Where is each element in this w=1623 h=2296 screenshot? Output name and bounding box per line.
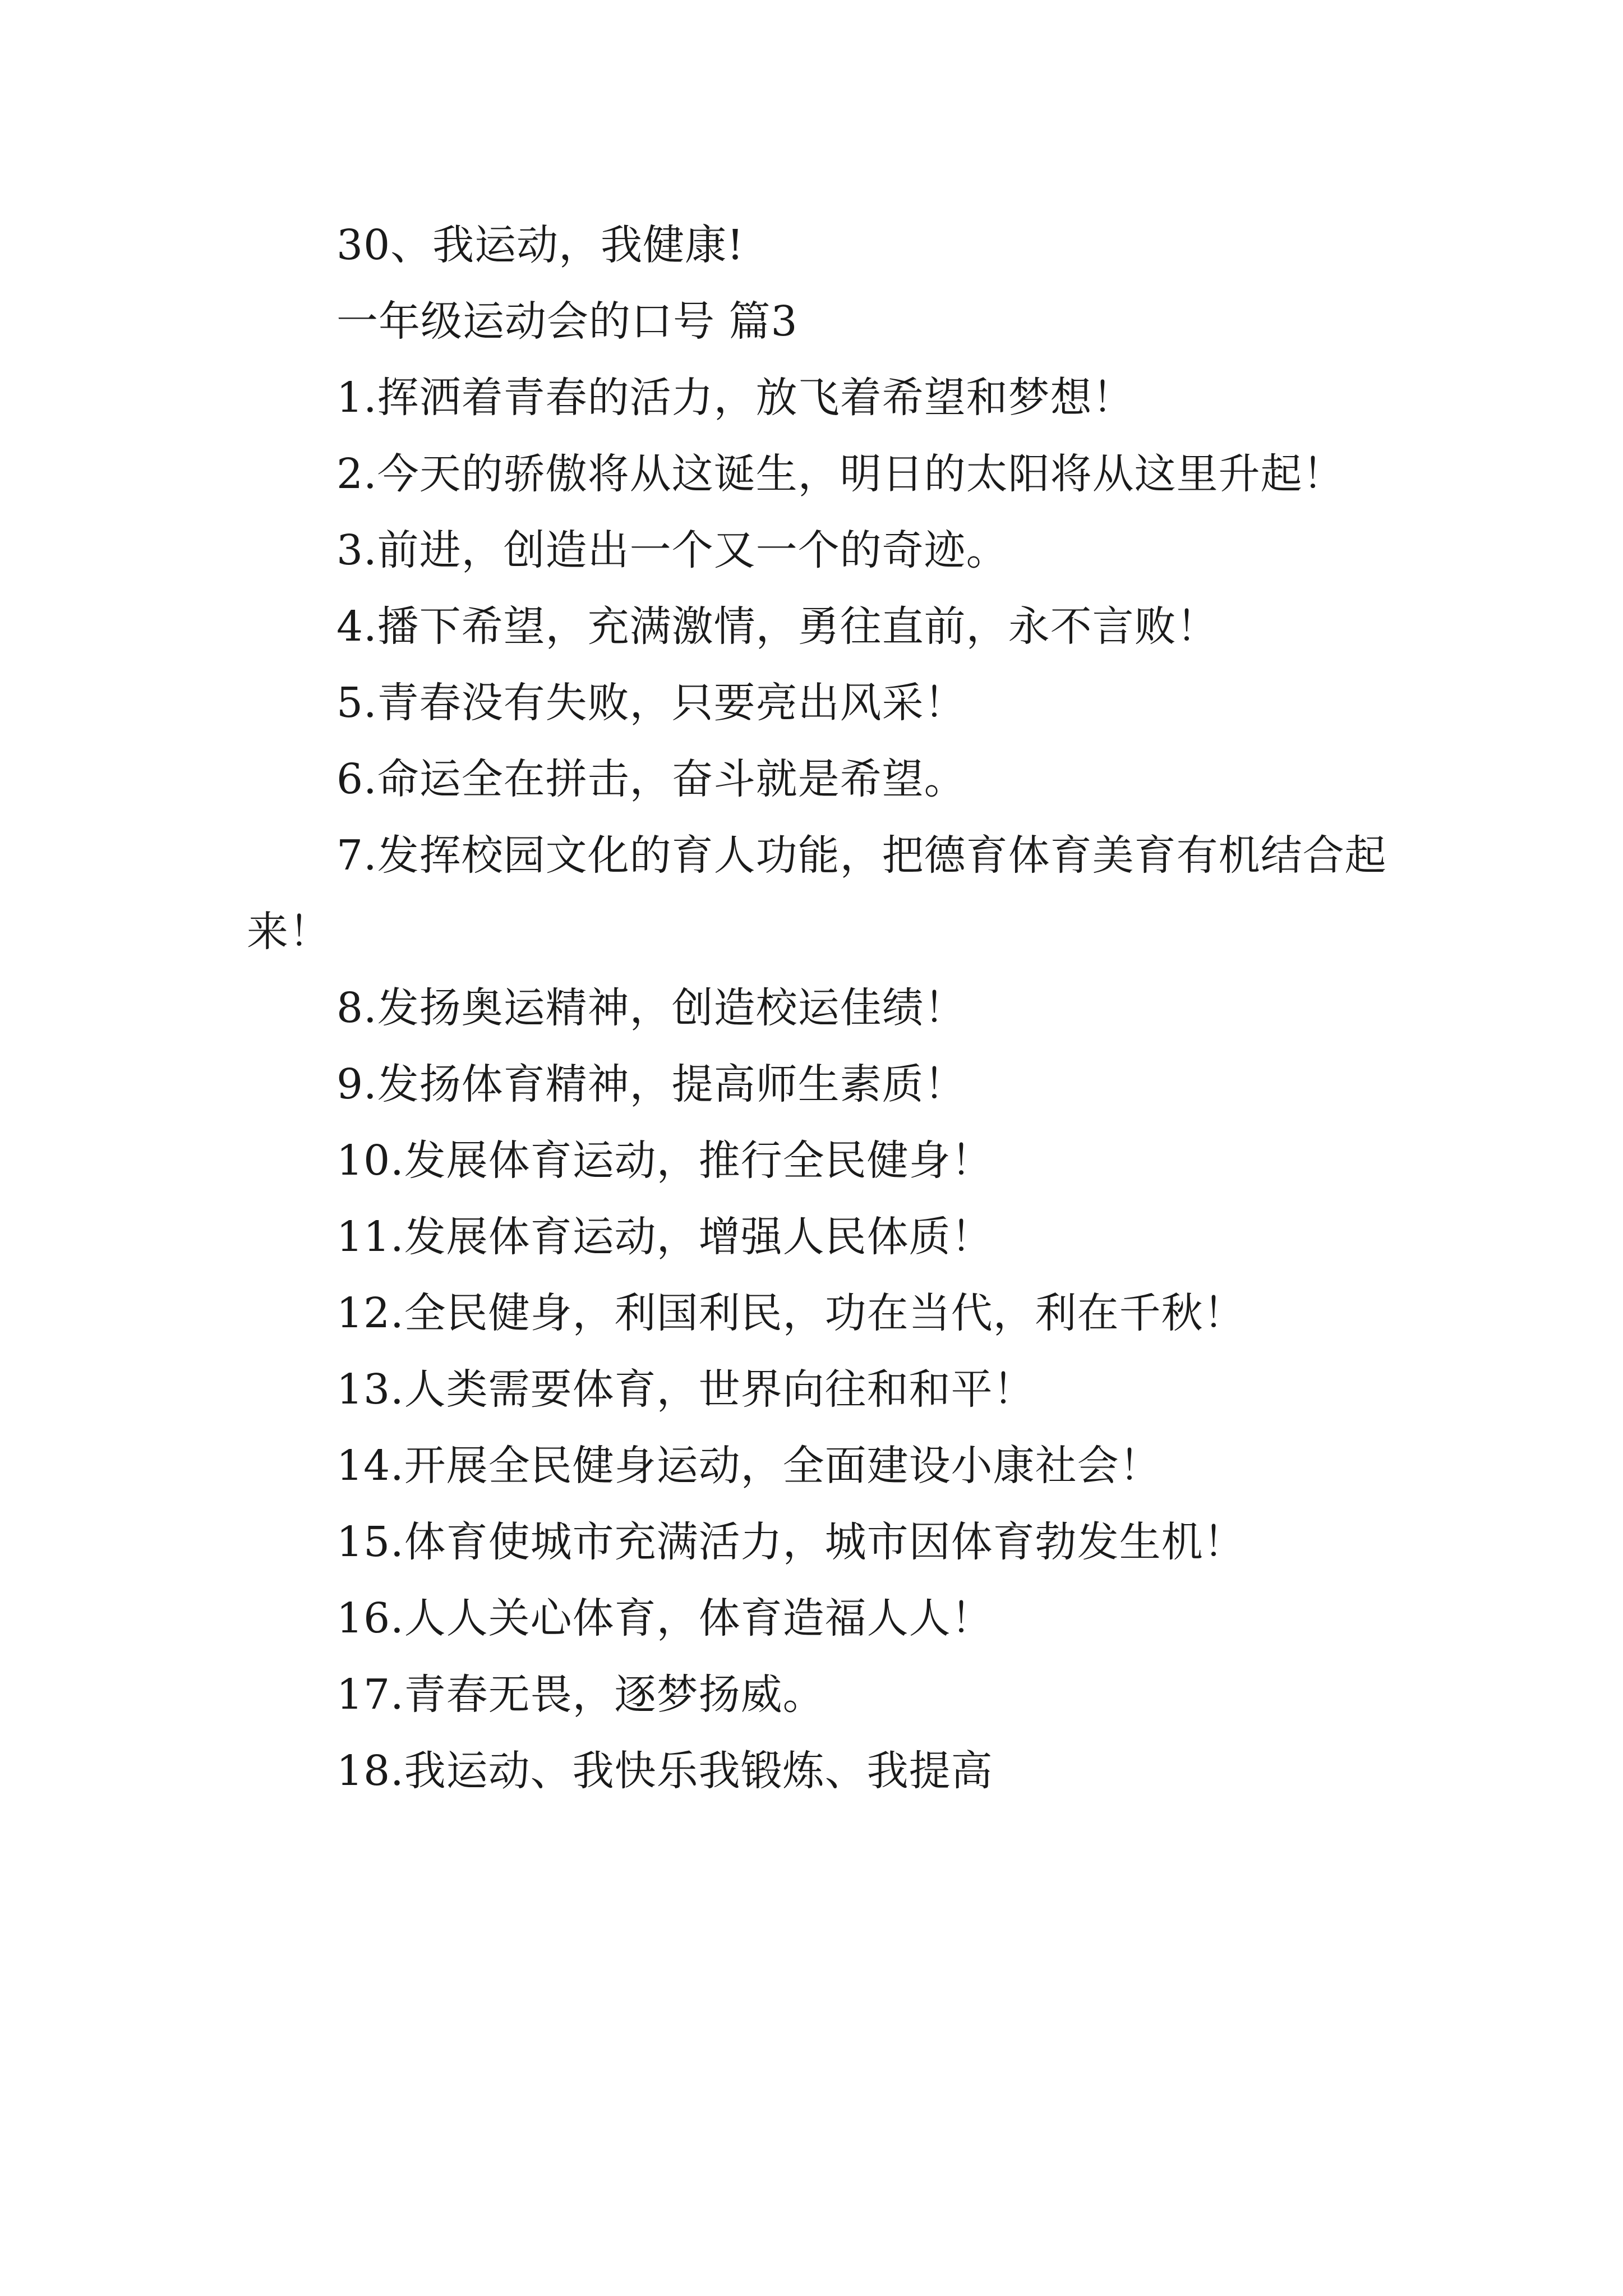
slogan-line: 18.我运动、我快乐我锻炼、我提高 (336, 1747, 993, 1795)
slogan-line-wrapped: 7.发挥校园文化的育人功能，把德育体育美育有机结合起来！ (247, 831, 1387, 956)
slogan-line: 15.体育使城市充满活力，城市因体育勃发生机！ (336, 1518, 1246, 1566)
slogan-line: 3.前进，创造出一个又一个的奇迹。 (336, 526, 1008, 574)
slogan-line: 4.播下希望，充满激情，勇往直前，永不言败！ (336, 602, 1219, 651)
section-heading: 一年级运动会的口号 篇3 (336, 297, 798, 346)
slogan-line: 13.人类需要体育，世界向往和和平！ (336, 1365, 1035, 1414)
slogan-line: 14.开展全民健身运动，全面建设小康社会！ (336, 1442, 1161, 1490)
slogan-line: 11.发展体育运动，增强人民体质！ (336, 1213, 993, 1261)
slogan-line: 8.发扬奥运精神，创造校运佳绩！ (336, 984, 966, 1032)
slogan-line: 12.全民健身，利国利民，功在当代，利在千秋！ (336, 1289, 1246, 1337)
slogan-line: 10.发展体育运动，推行全民健身！ (336, 1137, 993, 1185)
slogan-line: 9.发扬体育精神，提高师生素质！ (336, 1060, 966, 1108)
slogan-line: 30、我运动，我健康! (336, 221, 744, 269)
slogan-line: 1.挥洒着青春的活力，放飞着希望和梦想！ (336, 374, 1135, 422)
slogan-line: 17.青春无畏，逐梦扬威。 (336, 1671, 825, 1719)
slogan-line: 16.人人关心体育，体育造福人人！ (336, 1594, 993, 1642)
slogan-line: 2.今天的骄傲将从这诞生，明日的太阳将从这里升起！ (336, 450, 1345, 498)
slogan-line: 5.青春没有失败，只要亮出风采！ (336, 679, 966, 727)
slogan-line: 6.命运全在拼击，奋斗就是希望。 (336, 755, 966, 803)
document-body (247, 220, 1396, 1822)
